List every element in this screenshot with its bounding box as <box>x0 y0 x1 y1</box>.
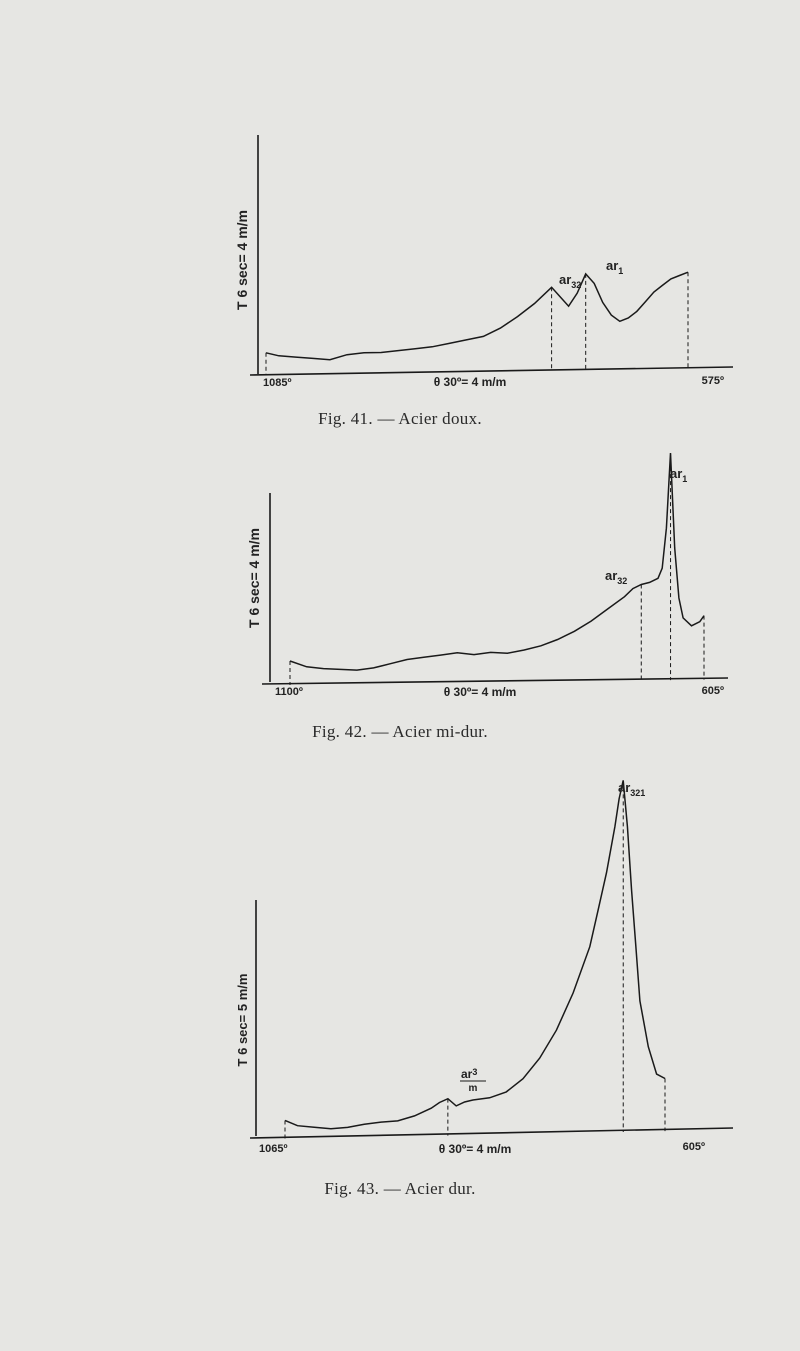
figure-caption: Fig. 43. — Acier dur. <box>324 1179 476 1198</box>
x-scale-label: θ 30º= 4 m/m <box>433 375 507 389</box>
peak-label-ar321 <box>618 780 645 798</box>
curve-group <box>290 453 704 685</box>
curve-group <box>266 272 688 374</box>
peak-label-ar1 <box>670 466 687 484</box>
svg-text:ar32 <box>559 272 581 290</box>
peak-main: ar <box>670 466 683 481</box>
peak-sub: 1 <box>682 474 688 484</box>
x-scale-label: θ 30º= 4 m/m <box>438 1142 512 1156</box>
figure-caption: Fig. 41. — Acier doux. <box>318 409 482 428</box>
x-axis <box>250 1128 733 1138</box>
svg-text:ar321 <box>618 780 645 798</box>
peak-main: ar <box>461 1067 473 1081</box>
figure-43 <box>235 780 733 1156</box>
peak-sub: 32 <box>571 280 582 290</box>
svg-text:ar1 <box>670 466 687 484</box>
peak-label-ar32 <box>559 272 581 290</box>
peak-sub: 3 <box>472 1067 478 1077</box>
peak-main: ar <box>605 568 618 583</box>
peak-sub: 32 <box>617 576 628 586</box>
peak-label-ar3m <box>460 1067 486 1094</box>
svg-text:ar3 <box>461 1067 477 1081</box>
y-axis-label: T 6 sec= 4 m/m <box>234 209 250 311</box>
peak-label-ar1 <box>606 258 623 276</box>
svg-text:ar1 <box>606 258 623 276</box>
figure-caption: Fig. 42. — Acier mi-dur. <box>312 722 488 741</box>
cooling-curve <box>290 453 704 670</box>
svg-text:ar32 <box>605 568 627 586</box>
y-axis-label: T 6 sec= 5 m/m <box>235 973 250 1067</box>
x-axis <box>262 678 728 684</box>
x-start-label: 1065º <box>259 1143 288 1155</box>
x-end-label: 605º <box>701 685 724 697</box>
peak-main: ar <box>606 258 619 273</box>
x-start-label: 1085º <box>263 377 292 389</box>
x-axis <box>250 367 733 375</box>
peak-sub: 1 <box>618 266 624 276</box>
peak-label-ar32 <box>605 568 627 586</box>
figure-41 <box>234 135 733 389</box>
figure-42 <box>246 453 728 699</box>
peak-sub: 321 <box>630 788 646 798</box>
peak-main: ar <box>559 272 572 287</box>
x-start-label: 1100º <box>275 686 303 698</box>
y-axis-label: T 6 sec= 4 m/m <box>246 527 262 629</box>
x-end-label: 575º <box>701 375 724 387</box>
x-end-label: 605º <box>682 1141 705 1153</box>
peak-main: ar <box>618 780 631 795</box>
x-scale-label: θ 30º= 4 m/m <box>443 685 517 699</box>
cooling-curve <box>266 272 688 360</box>
peak-under: m <box>468 1083 478 1094</box>
